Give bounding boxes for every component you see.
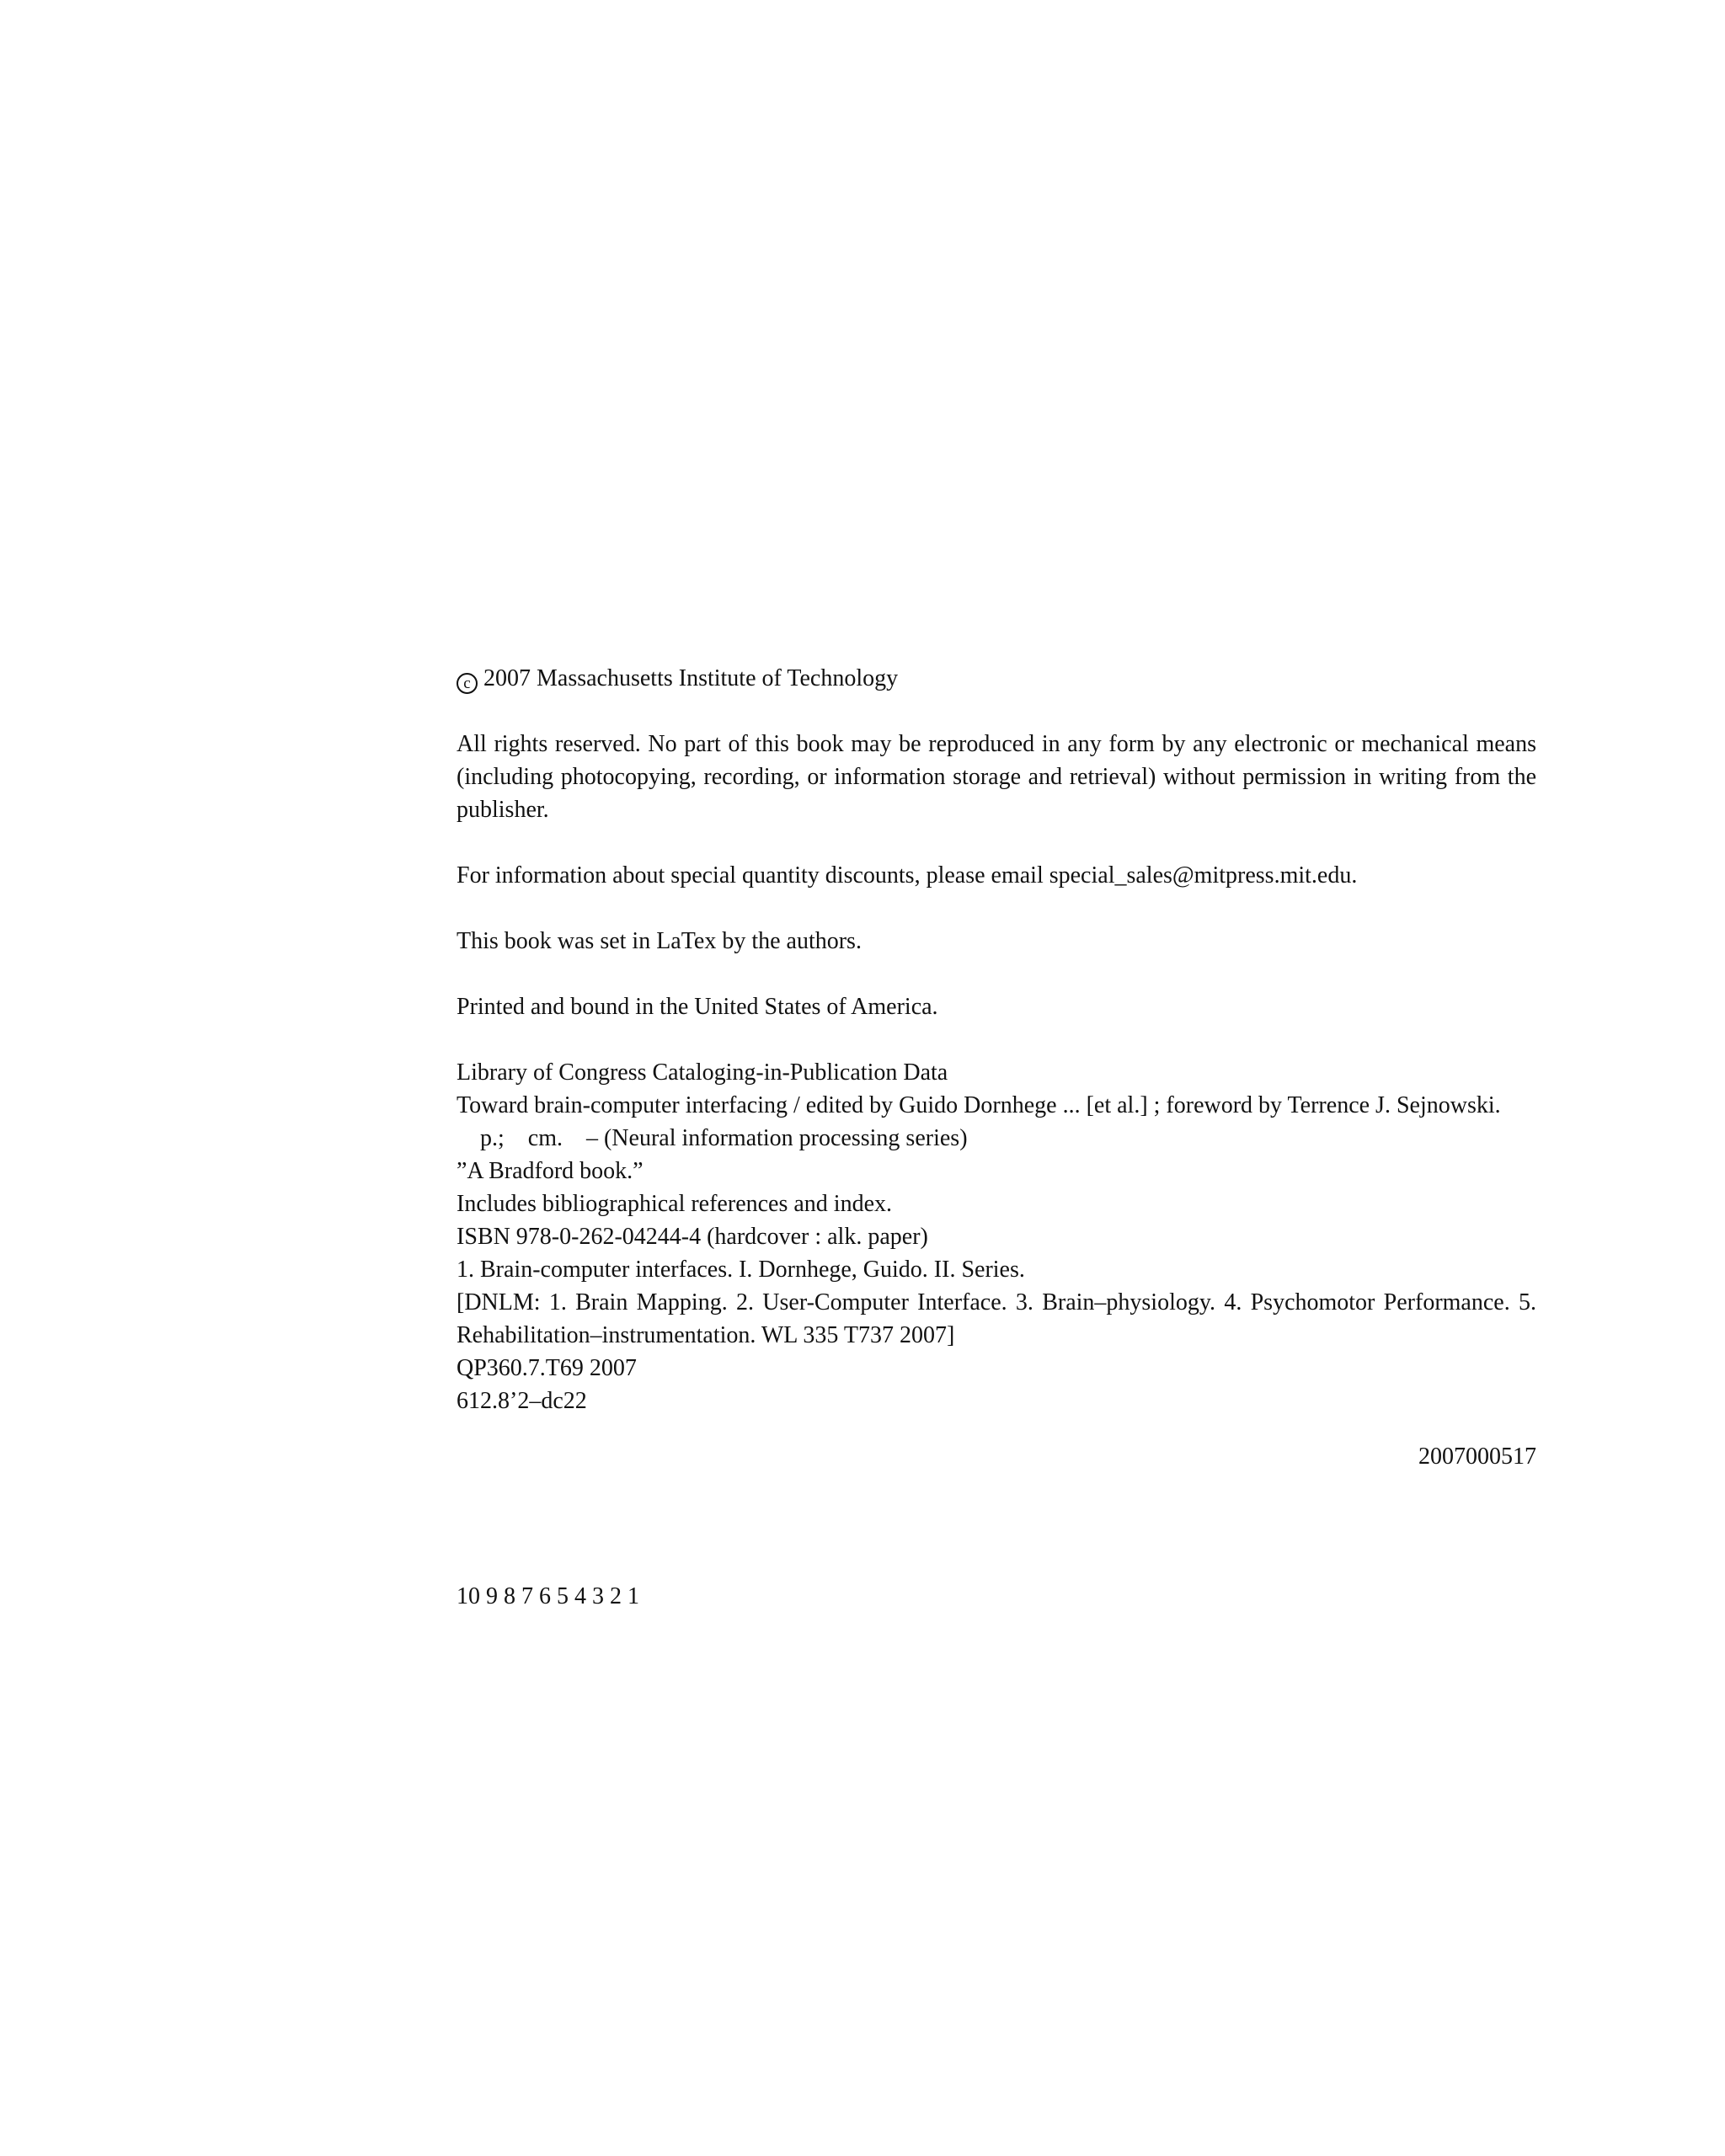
copyright-page [457,662,1536,1613]
cip-includes-line: Includes bibliographical references and index. [457,1191,893,1217]
cip-isbn-line: ISBN 978-0-262-04244-4 (hardcover : alk. paper) [457,1224,928,1250]
rights-paragraph: All rights reserved. No part of this book may be reproduced in any form by any electronic or mechanical means (including photocopying, recording, or information storage and retrieval) without permission in writing from the publisher. [457,731,1536,823]
cip-dnlm-paragraph: [DNLM: 1. Brain Mapping. 2. User-Computer Interface. 3. Brain–physiology. 4. Psychomotor Performance. 5. Rehabilitation–instrumentation. WL 335 T737 2007] [457,1289,1536,1348]
cip-lccn: 2007000517 [1418,1444,1536,1470]
copyright-text: 2007 Massachusetts Institute of Technology [483,665,899,691]
cip-lc-class: QP360.7.T69 2007 [457,1355,637,1381]
cip-physical-line: p.; cm. – (Neural information processing series) [480,1125,968,1151]
discounts-line: For information about special quantity discounts, please email special_sales@mitpress.mit.edu. [457,862,1358,889]
typeset-line: This book was set in LaTex by the authors. [457,928,862,954]
printing-line: 10 9 8 7 6 5 4 3 2 1 [457,1583,639,1609]
cip-heading: Library of Congress Cataloging-in-Publication Data [457,1059,948,1086]
copyright-line [457,662,1536,695]
cip-bradford-line: ”A Bradford book.” [457,1158,644,1184]
cip-title-line: Toward brain-computer interfacing / edited by Guido Dornhege ... [et al.] ; foreword by Terrence J. Sejnowski. [457,1092,1501,1118]
copyright-symbol: c [457,673,478,694]
cip-block [457,1056,1536,1473]
cip-dewey-class: 612.8’2–dc22 [457,1388,587,1414]
printed-line: Printed and bound in the United States of America. [457,994,938,1020]
cip-subjects-line: 1. Brain-computer interfaces. I. Dornhege, Guido. II. Series. [457,1257,1025,1283]
